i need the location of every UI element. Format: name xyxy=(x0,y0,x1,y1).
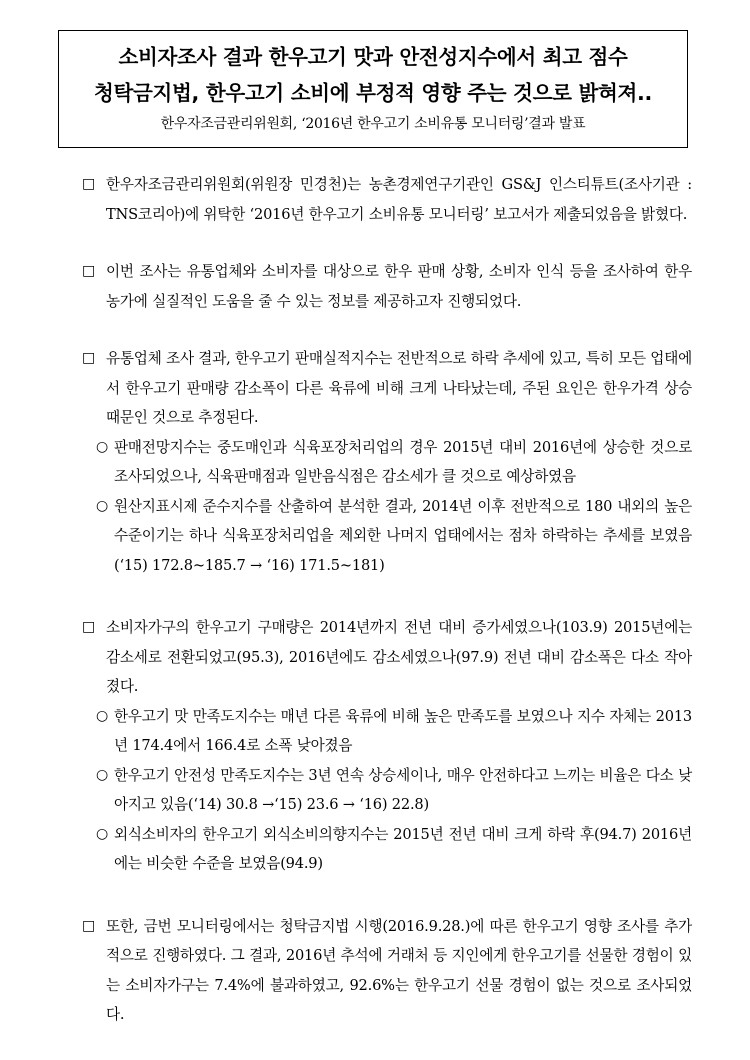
sub-item-3-2 xyxy=(82,492,692,581)
paragraph-text: 또한, 금번 모니터링에서는 청탁금지법 시행(2016.9.28.)에 따른 한우고기 영향 조사를 추가적으로 진행하였다. 그 결과, 2016년 추석에 거래처 등 지인에게 한우고기를 선물한 경험이 있는 소비자가구는 7.4%에 불과하였고, 92.6%는 한우고기 선물 경험이 없는 것으로 조사되었다. xyxy=(106,917,692,1023)
document-body xyxy=(82,170,692,1030)
sub-item-4-1 xyxy=(82,702,692,761)
paragraph-3 xyxy=(82,344,692,433)
sub-item-text: 한우고기 안전성 만족도지수는 3년 연속 상승세이나, 매우 안전하다고 느끼는 비율은 다소 낮아지고 있음(‘14) 30.8 →‘15) 23.6 → ‘16) 22.8) xyxy=(114,766,692,813)
paragraph-4 xyxy=(82,613,692,702)
square-bullet-icon: □ xyxy=(82,263,96,279)
paragraph-5 xyxy=(82,912,692,1030)
circle-bullet-icon: ○ xyxy=(96,766,109,783)
sub-item-text: 원산지표시제 준수지수를 산출하여 분석한 결과, 2014년 이후 전반적으로 180 내외의 높은 수준이기는 하나 식육포장처리업을 제외한 나머지 업태에서는 점차 하락하는 추세를 보였음(‘15) 172.8~185.7 → ‘16) 171.5~181) xyxy=(114,497,692,574)
paragraph-1 xyxy=(82,170,692,229)
title-box xyxy=(58,30,688,148)
paragraph-text: 소비자가구의 한우고기 구매량은 2014년까지 전년 대비 증가세였으나(103.9) 2015년에는 감소세로 전환되었고(95.3), 2016년에도 감소세였으나(97.9) 전년 대비 감소폭은 다소 작아졌다. xyxy=(106,619,692,695)
square-bullet-icon: □ xyxy=(82,917,96,934)
sub-item-4-3 xyxy=(82,820,692,879)
circle-bullet-icon: ○ xyxy=(96,825,109,842)
square-bullet-icon: □ xyxy=(82,350,96,366)
square-bullet-icon: □ xyxy=(82,176,96,192)
headline-line-2: 청탁금지법, 한우고기 소비에 부정적 영향 주는 것으로 밝혀져.. xyxy=(94,81,652,105)
sub-item-text: 한우고기 맛 만족도지수는 매년 다른 육류에 비해 높은 만족도를 보였으나 지수 자체는 2013년 174.4에서 166.4로 소폭 낮아졌음 xyxy=(114,707,692,754)
paragraph-text: 한우자조금관리위원회(위원장 민경천)는 농촌경제연구기관인 GS&J 인스티튜트(조사기관 : TNS코리아)에 위탁한 ‘2016년 한우고기 소비유통 모니터링’ 보고서가 제출되었음을 밝혔다. xyxy=(106,176,692,223)
circle-bullet-icon: ○ xyxy=(96,707,109,724)
subheadline: 한우자조금관리위원회, ‘2016년 한우고기 소비유통 모니터링’결과 발표 xyxy=(160,116,586,132)
square-bullet-icon: □ xyxy=(82,619,96,635)
sub-item-4-2 xyxy=(82,761,692,820)
paragraph-2 xyxy=(82,257,692,316)
sub-item-3-1 xyxy=(82,433,692,492)
circle-bullet-icon: ○ xyxy=(96,497,109,514)
headline-line-1: 소비자조사 결과 한우고기 맛과 안전성지수에서 최고 점수 xyxy=(118,45,628,69)
sub-item-text: 외식소비자의 한우고기 외식소비의향지수는 2015년 전년 대비 크게 하락 후(94.7) 2016년에는 비슷한 수준을 보였음(94.9) xyxy=(114,825,692,872)
circle-bullet-icon: ○ xyxy=(96,438,109,455)
paragraph-text: 이번 조사는 유통업체와 소비자를 대상으로 한우 판매 상황, 소비자 인식 등을 조사하여 한우 농가에 실질적인 도움을 줄 수 있는 정보를 제공하고자 진행되었다. xyxy=(106,263,692,310)
paragraph-text: 유통업체 조사 결과, 한우고기 판매실적지수는 전반적으로 하락 추세에 있고, 특히 모든 업태에서 한우고기 판매량 감소폭이 다른 육류에 비해 크게 나타났는데, 주된 요인은 한우가격 상승 때문인 것으로 추정된다. xyxy=(106,350,692,426)
sub-item-text: 판매전망지수는 중도매인과 식육포장처리업의 경우 2015년 대비 2016년에 상승한 것으로 조사되었으나, 식육판매점과 일반음식점은 감소세가 클 것으로 예상하였음 xyxy=(114,438,692,485)
